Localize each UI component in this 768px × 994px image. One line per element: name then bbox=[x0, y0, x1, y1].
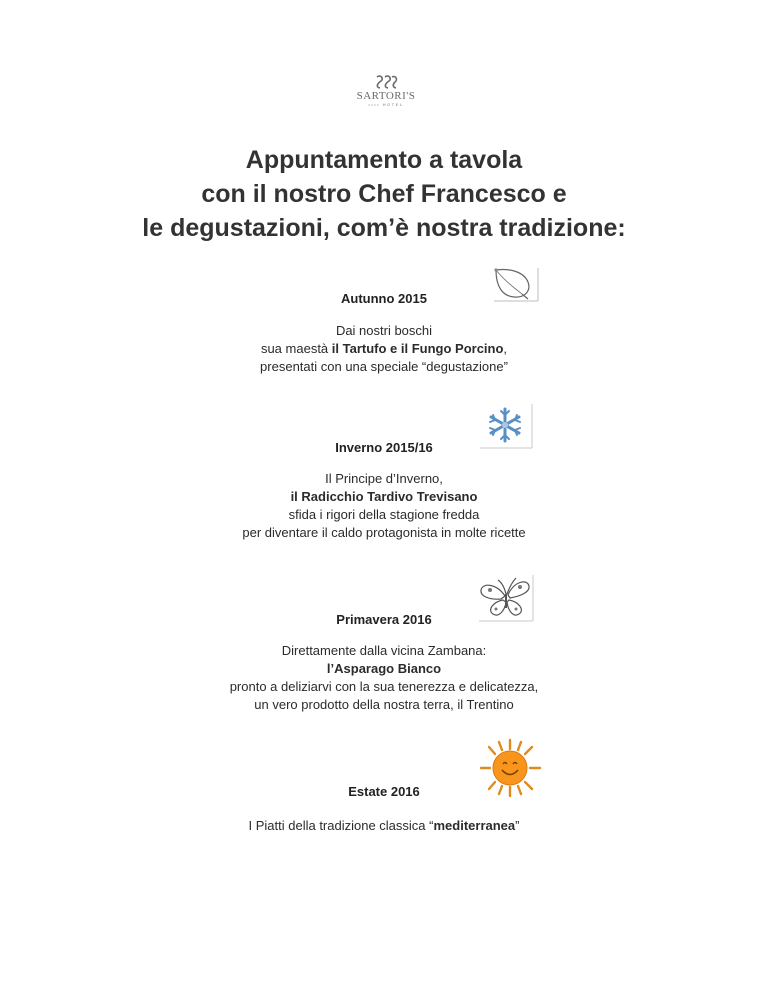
title-line-3: le degustazioni, com’è nostra tradizione: bbox=[142, 214, 626, 242]
description-line: sfida i rigori della stagione fredda bbox=[288, 507, 480, 522]
page-title bbox=[84, 143, 684, 245]
season-heading-autunno: Autunno 2015 bbox=[341, 291, 427, 306]
season-description-inverno bbox=[134, 470, 634, 542]
season-heading-estate: Estate 2016 bbox=[348, 784, 420, 799]
logo-name: SARTORI'S bbox=[356, 90, 416, 102]
title-line-2: con il nostro Chef Francesco e bbox=[201, 180, 567, 208]
title-line-1: Appuntamento a tavola bbox=[245, 146, 523, 174]
season-heading-primavera: Primavera 2016 bbox=[336, 612, 432, 627]
description-line: l’Asparago Bianco bbox=[326, 661, 442, 676]
season-description-primavera bbox=[134, 642, 634, 714]
logo-subtitle: •••• HOTEL bbox=[368, 102, 404, 107]
season-heading-inverno: Inverno 2015/16 bbox=[335, 440, 433, 455]
description-line: pronto a deliziarvi con la sua tenerezza e delicatezza, bbox=[229, 679, 539, 694]
description-line: Il Principe d’Inverno, bbox=[325, 471, 443, 486]
description-line: presentati con una speciale “degustazione” bbox=[260, 359, 508, 374]
description-line: il Radicchio Tardivo Trevisano bbox=[290, 489, 478, 504]
description-line: per diventare il caldo protagonista in molte ricette bbox=[242, 525, 526, 540]
description-line: Direttamente dalla vicina Zambana: bbox=[281, 643, 487, 658]
description-line: un vero prodotto della nostra terra, il Trentino bbox=[254, 697, 514, 712]
description-line: Dai nostri boschi bbox=[335, 323, 433, 338]
description-line: sua maestà il Tartufo e il Fungo Porcino, bbox=[260, 341, 508, 356]
season-description-autunno bbox=[134, 322, 634, 376]
description-line: I Piatti della tradizione classica “mediterranea” bbox=[248, 818, 520, 833]
season-description-estate bbox=[134, 817, 634, 835]
hotel-logo bbox=[344, 74, 428, 114]
logo-emblem-icon bbox=[373, 74, 399, 90]
